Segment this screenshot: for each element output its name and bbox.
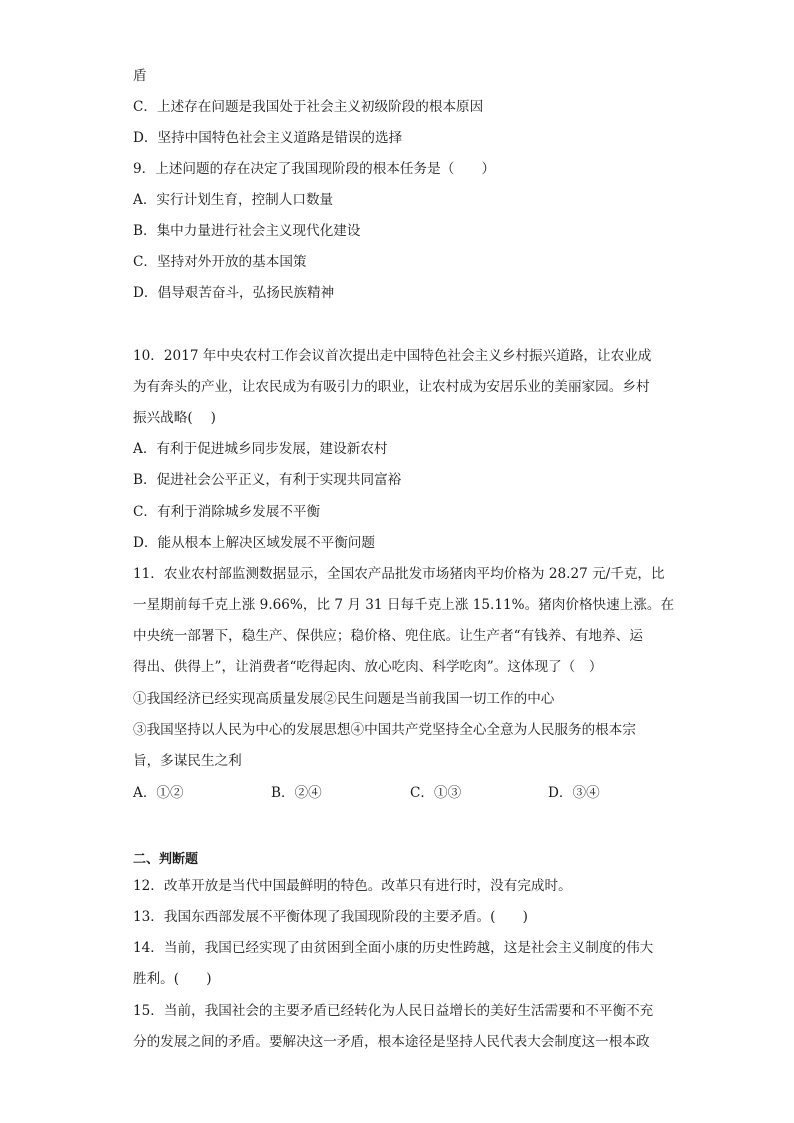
q14-stem: 胜利。( ) bbox=[133, 971, 212, 987]
q10-option-a: A．有利于促进城乡同步发展，建设新农村 bbox=[133, 441, 388, 457]
q12-stem: 12．改革开放是当代中国最鲜明的特色。改革只有进行时，没有完成时。 bbox=[133, 878, 572, 894]
q9-option-d: D．倡导艰苦奋斗，弘扬民族精神 bbox=[133, 285, 335, 301]
text-line: 盾 bbox=[133, 68, 147, 84]
q10-stem: 为有奔头的产业，让农民成为有吸引力的职业，让农村成为安居乐业的美丽家园。乡村 bbox=[133, 379, 650, 395]
q15-stem: 15．当前，我国社会的主要矛盾已经转化为人民日益增长的美好生活需要和不平衡不充 bbox=[133, 1003, 654, 1019]
section-heading: 二、判断题 bbox=[133, 852, 199, 867]
q13-stem: 13．我国东西部发展不平衡体现了我国现阶段的主要矛盾。( ) bbox=[133, 909, 528, 925]
q11-option-d: D．③④ bbox=[548, 785, 600, 801]
q10-option-b: B．促进社会公平正义，有利于实现共同富裕 bbox=[133, 472, 402, 488]
q9-option-a: A．实行计划生育，控制人口数量 bbox=[133, 192, 334, 208]
q11-stem: 11．农业农村部监测数据显示，全国农产品批发市场猪肉平均价格为 28.27 元/千克，比 bbox=[133, 566, 665, 582]
q8-option-d: D．坚持中国特色社会主义道路是错误的选择 bbox=[133, 130, 403, 146]
q11-stem: 一星期前每千克上涨 9.66%，比 7 月 31 日每千克上涨 15.11%。猪肉价格快速上涨。在 bbox=[133, 597, 675, 613]
q11-option-b: B．②④ bbox=[271, 785, 322, 801]
q11-statements: ①我国经济已经实现高质量发展②民生问题是当前我国一切工作的中心 bbox=[133, 691, 555, 707]
q10-option-d: D．能从根本上解决区域发展不平衡问题 bbox=[133, 535, 375, 551]
q8-option-c: C．上述存在问题是我国处于社会主义初级阶段的根本原因 bbox=[133, 99, 484, 115]
q9-option-c: C．坚持对外开放的基本国策 bbox=[133, 254, 307, 270]
q11-option-c: C．①③ bbox=[410, 785, 462, 801]
q10-option-c: C．有利于消除城乡发展不平衡 bbox=[133, 504, 321, 520]
q10-stem: 10．2017 年中央农村工作会议首次提出走中国特色社会主义乡村振兴道路，让农业成 bbox=[133, 348, 652, 364]
q11-stem: 得出、供得上”，让消费者“吃得起肉、放心吃肉、科学吃肉”。这体现了（ ） bbox=[133, 659, 603, 675]
q11-statements: 旨，多谋民生之利 bbox=[133, 753, 242, 769]
q11-stem: 中央统一部署下，稳生产、保供应；稳价格、兜住底。让生产者“有钱养、有地养、运 bbox=[133, 628, 643, 644]
q10-stem: 振兴战略( ) bbox=[133, 410, 216, 426]
q9-option-b: B．集中力量进行社会主义现代化建设 bbox=[133, 223, 361, 239]
q11-option-a: A．①② bbox=[133, 785, 184, 801]
q11-statements: ③我国坚持以人民为中心的发展思想④中国共产党坚持全心全意为人民服务的根本宗 bbox=[133, 722, 636, 738]
q15-stem: 分的发展之间的矛盾。要解决这一矛盾，根本途径是坚持人民代表大会制度这一根本政 bbox=[133, 1034, 650, 1050]
q14-stem: 14．当前，我国已经实现了由贫困到全面小康的历史性跨越，这是社会主义制度的伟大 bbox=[133, 940, 654, 956]
q9-stem: 9．上述问题的存在决定了我国现阶段的根本任务是（ ） bbox=[133, 161, 496, 177]
